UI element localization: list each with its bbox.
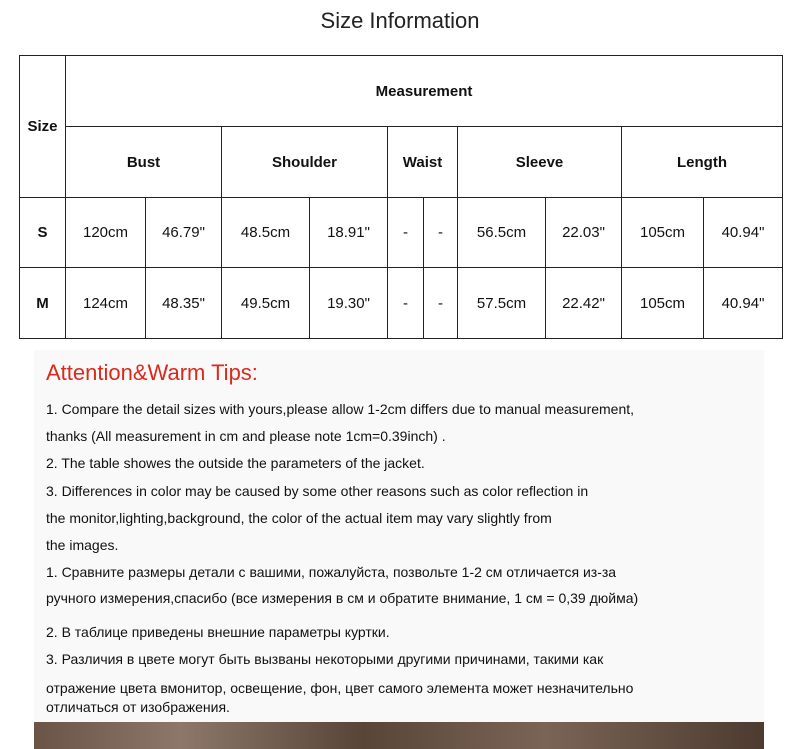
table-cell: 120cm — [66, 198, 146, 268]
tip-line: отличаться от изображения. — [46, 699, 230, 715]
tip-line: отражение цвета вмонитор, освещение, фон, цвет самого элемента может незначительно — [46, 680, 634, 696]
table-cell: 105cm — [622, 198, 704, 268]
size-table — [19, 55, 783, 339]
table-cell: 105cm — [622, 268, 704, 339]
table-cell: 49.5cm — [222, 268, 310, 339]
table-cell: - — [424, 268, 458, 339]
column-header-sleeve: Sleeve — [458, 127, 622, 198]
column-header-shoulder: Shoulder — [222, 127, 388, 198]
table-cell: 46.79" — [146, 198, 222, 268]
product-photo-strip — [34, 722, 764, 749]
table-cell: - — [388, 268, 424, 339]
table-cell: 56.5cm — [458, 198, 546, 268]
tip-line: 2. The table showes the outside the parameters of the jacket. — [46, 455, 425, 471]
table-cell: 22.42" — [546, 268, 622, 339]
tip-line: 1. Сравните размеры детали с вашими, пожалуйста, позвольте 1-2 см отличается из-за — [46, 564, 617, 580]
table-row — [20, 198, 783, 268]
row-size-label: S — [20, 198, 66, 268]
tip-line: ручного измерения,спасибо (все измерения в см и обратите внимание, 1 см = 0,39 дюйма) — [46, 590, 639, 606]
table-cell: 48.35" — [146, 268, 222, 339]
table-cell: 18.91" — [310, 198, 388, 268]
tip-line: thanks (All measurement in cm and please note 1cm=0.39inch) . — [46, 428, 446, 444]
size-header: Size — [20, 56, 66, 198]
tip-line: 3. Различия в цвете могут быть вызваны некоторыми другими причинами, такими как — [46, 651, 604, 667]
table-cell: 19.30" — [310, 268, 388, 339]
tip-line: 3. Differences in color may be caused by some other reasons such as color reflection in — [46, 483, 589, 499]
measurement-header: Measurement — [66, 56, 783, 127]
table-cell: 22.03" — [546, 198, 622, 268]
table-cell: 48.5cm — [222, 198, 310, 268]
tip-line: 2. В таблице приведены внешние параметры куртки. — [46, 624, 390, 640]
column-header-waist: Waist — [388, 127, 458, 198]
table-cell: 124cm — [66, 268, 146, 339]
table-cell: - — [424, 198, 458, 268]
table-cell: 57.5cm — [458, 268, 546, 339]
tip-line: 1. Compare the detail sizes with yours,please allow 1-2cm differs due to manual measurement, — [46, 401, 635, 417]
tips-panel — [34, 350, 764, 724]
column-header-bust: Bust — [66, 127, 222, 198]
row-size-label: M — [20, 268, 66, 339]
page-title: Size Information — [320, 8, 480, 33]
tip-line: the monitor,lighting,background, the color of the actual item may vary slightly from — [46, 510, 552, 526]
table-row — [20, 268, 783, 339]
table-cell: - — [388, 198, 424, 268]
tips-title: Attention&Warm Tips: — [46, 360, 258, 385]
table-cell: 40.94" — [704, 198, 783, 268]
tip-line: the images. — [46, 537, 119, 553]
table-cell: 40.94" — [704, 268, 783, 339]
column-header-length: Length — [622, 127, 783, 198]
